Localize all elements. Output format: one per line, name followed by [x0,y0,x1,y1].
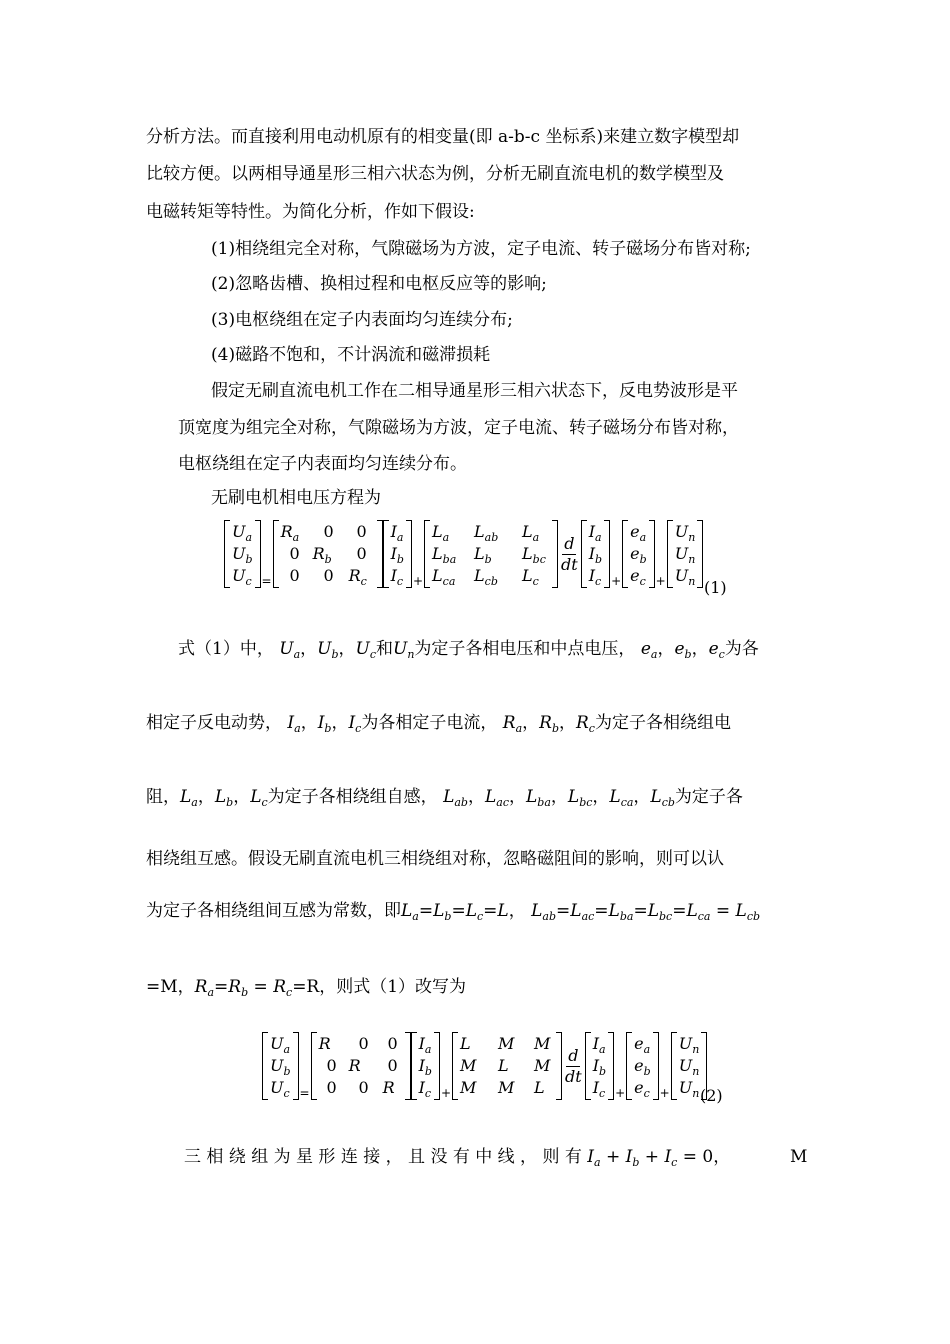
para2-line1: 假定无刷直流电机工作在二相导通星形三相六状态下，反电势波形是平 [211,381,738,401]
explain-line4: 相绕组互感。假设无刷直流电机三相绕组对称，忽略磁阻间的影响，则可以认 [146,849,724,869]
equation-1 [224,520,703,593]
equation-1-number: (1) [704,578,727,597]
para1-line1: 分析方法。而直接利用电动机原有的相变量(即 a-b-c 坐标系)来建立数字模型却 [146,127,740,147]
matrix-U: $U_a$ $U_b$ $U_c$ = $R_a$ 0 0 0 $R_b$ 0 0 0 $R_c$ $I_a$ $I_b$ $I_c$ + $L_a$ $L_{ab}$ $L_a$ $L_{ba}$ $L_b$ $L_{bc}$ $L_{ca}$ $L_{cb}$ $L_c$ $\frac{d}{dt}$ $I_a$ $I_b$ $I_c$ + $e_a$ $e_b$ $e_c$ + $U_n$ $U_n$ $U_n$ [224,520,703,588]
assumption-2: (2)忽略齿槽、换相过程和电枢反应等的影响; [211,274,547,294]
explain-line1: 式（1）中， $U_a$，$U_b$，$U_c$和$U_n$为定子各相电压和中点电压， $e_a$，$e_b$，$e_c$为各 [178,639,759,661]
para1-line2: 比较方便。以两相导通星形三相六状态为例，分析无刷直流电机的数学模型及 [146,164,724,184]
assumption-4: (4)磁路不饱和，不计涡流和磁滞损耗 [211,345,491,365]
para1-line3: 电磁转矩等特性。为简化分析，作如下假设: [146,202,475,222]
explain-line2: 相定子反电动势， $I_a$，$I_b$，$I_c$为各相定子电流， $R_a$，$R_b$，$R_c$为定子各相绕组电 [146,713,731,735]
para2-line3: 电枢绕组在定子内表面均匀连续分布。 [178,454,467,474]
equation-2-number: (2) [700,1086,723,1105]
explain-line5: 为定子各相绕组间互感为常数，即$L_a=L_b=L_c=L$， $L_{ab}=L_{ac}=L_{ba}=L_{bc}=L_{ca} = L_{cb}$ [146,901,761,923]
assumption-3: (3)电枢绕组在定子内表面均匀连续分布; [211,310,513,330]
equation-intro: 无刷电机相电压方程为 [211,488,381,508]
equation-2: $U_a$ $U_b$ $U_c$ = R 0 0 0 R 0 0 0 R $I_a$ $I_b$ $I_c$ + L M M M L M M M L $\frac{d}{dt}$ $I_a$ $I_b$ $I_c$ + $e_a$ $e_b$ $e_c$ + $U_n$ $U_n$ $U_n$ [262,1032,707,1105]
explain-line6: =M，$R_a=R_b = R_c=R$，则式（1）改写为 [146,977,467,999]
para2-line2: 顶宽度为组完全对称，气隙磁场为方波，定子电流、转子磁场分布皆对称， [178,418,739,438]
assumption-1: (1)相绕组完全对称，气隙磁场为方波，定子电流、转子磁场分布皆对称; [211,239,751,259]
last-line: 三 相 绕 组 为 星 形 连 接 ， 且 没 有 中 线 ， 则 有 $I_a + I_b + I_c = 0$， [184,1147,731,1169]
explain-line3: 阻，$L_a$，$L_b$，$L_c$为定子各相绕组自感， $L_{ab}$，$L_{ac}$，$L_{ba}$，$L_{bc}$，$L_{ca}$，$L_{cb}$为定子各 [146,787,743,809]
last-line-tail: M [790,1147,808,1167]
